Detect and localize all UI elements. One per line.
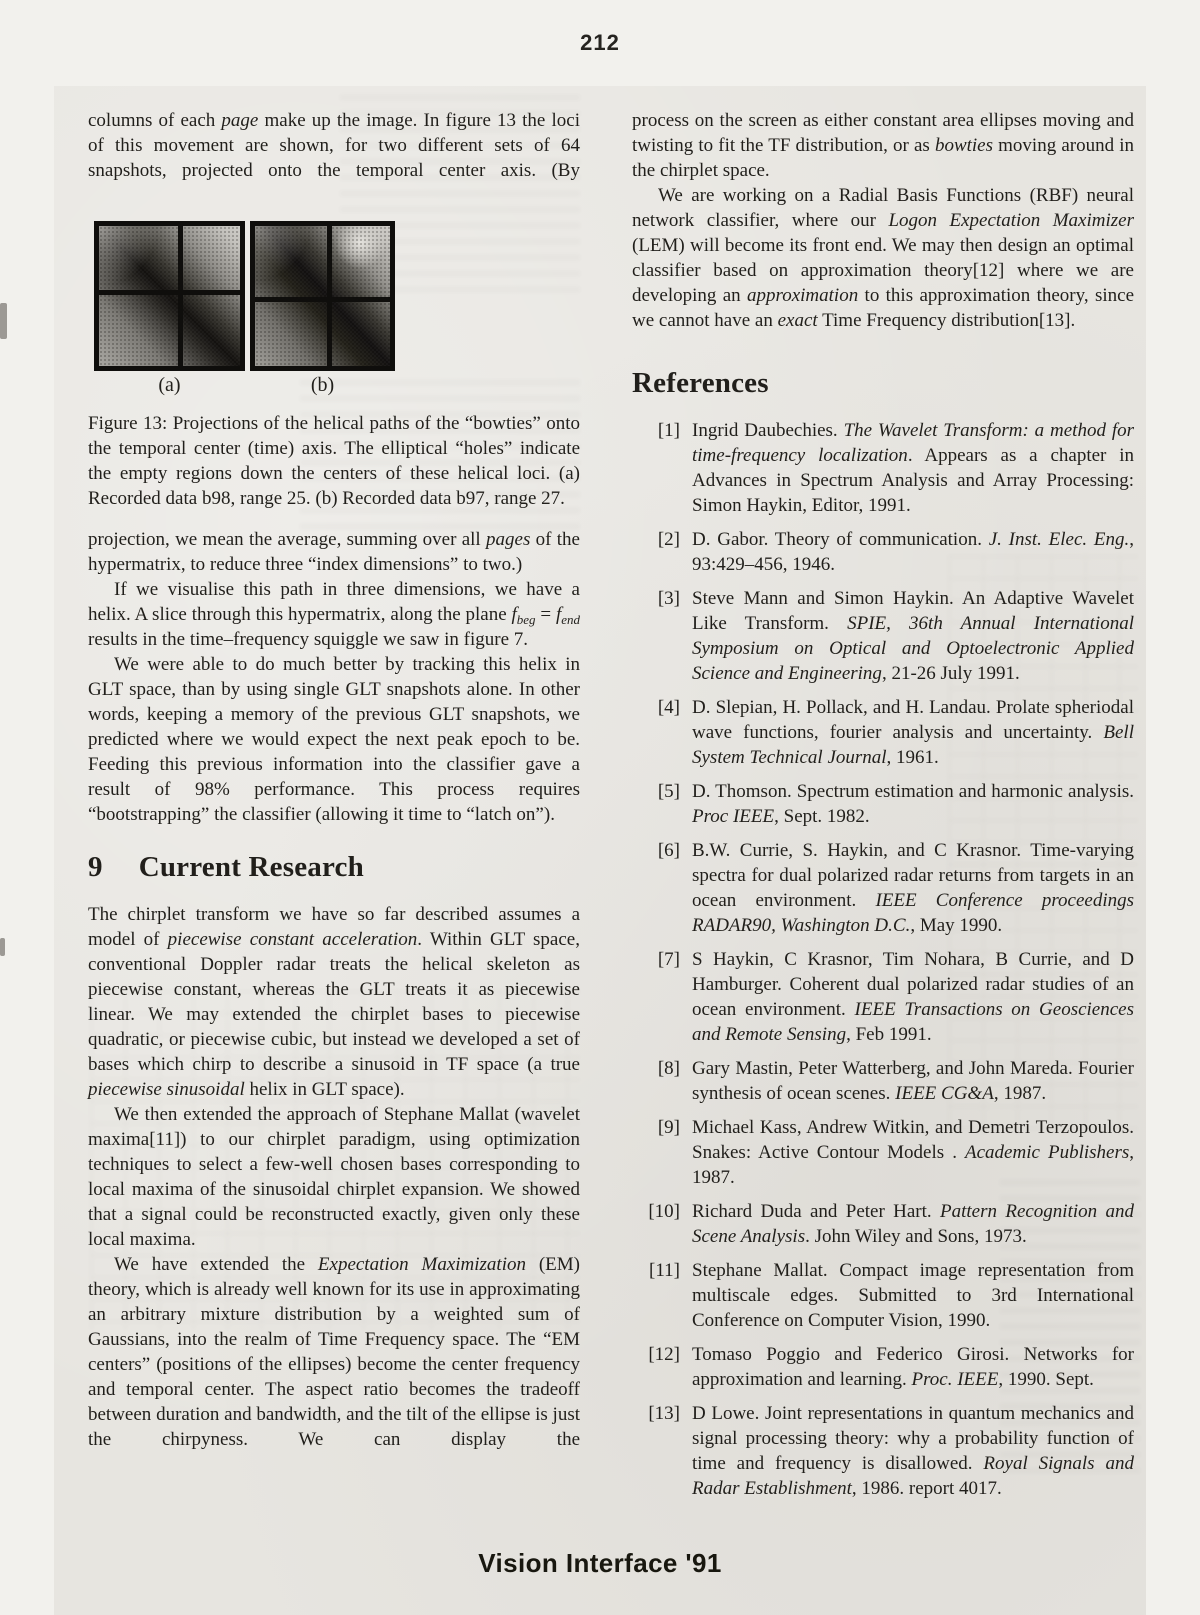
- reference-text: D. Gabor. Theory of communication. J. Inst. Elec. Eng., 93:429–456, 1946.: [692, 529, 1134, 575]
- reference-text: Richard Duda and Peter Hart. Pattern Recognition and Scene Analysis. John Wiley and Sons, 1973.: [692, 1201, 1134, 1247]
- grid-line-vertical: [327, 226, 332, 366]
- reference-item-6: [632, 838, 1134, 938]
- reference-item-4: [632, 695, 1134, 770]
- reference-text: D. Slepian, H. Pollack, and H. Landau. Prolate spheriodal wave functions, fourier analysis and uncertainty. Bell System Technical Journal, 1961.: [692, 697, 1134, 768]
- grid-line-vertical: [178, 226, 183, 366]
- research-paragraph-3: We have extended the Expectation Maximization (EM) theory, which is already well known for its use in approximating an arbitrary mixture distribution by a weighted sum of Gaussians, into the realm of Time Frequency space. The “EM centers” (positions of the ellipses) become the center frequency and temporal center. The aspect ratio becomes the tradeoff between duration and bandwidth, and the tilt of the ellipse is just the chirpyness. We can display the: [88, 1254, 581, 1450]
- halftone-texture: [255, 226, 390, 366]
- references-list: [632, 418, 1134, 1501]
- reference-text: B.W. Currie, S. Haykin, and C Krasnor. Time-varying spectra for dual polarized radar returns from targets in an ocean environment. IEEE Conference proceedings RADAR90, Washington D.C., May 1990.: [692, 840, 1134, 936]
- page-number: 212: [580, 30, 620, 55]
- reference-item-10: [632, 1199, 1134, 1249]
- formula-equals: =: [535, 604, 556, 625]
- reference-number: [5]: [657, 781, 680, 802]
- reference-text: D Lowe. Joint representations in quantum mechanics and signal processing theory: why a probability function of time and frequency is disallowed. Royal Signals and Radar Establishment, 1986. report 4017.: [692, 1403, 1134, 1499]
- rbf-paragraph: We are working on a Radial Basis Functions (RBF) neural network classifier, where our Logon Expectation Maximizer (LEM) will become its front end. We may then design an optimal classifier based on approximation theory[12] where we are developing an approximation to this approximation theory, since we cannot have an exact Time Frequency distribution[13].: [632, 185, 1134, 331]
- reference-text: Gary Mastin, Peter Watterberg, and John Mareda. Fourier synthesis of ocean scenes. IEEE CG&A, 1987.: [692, 1058, 1134, 1104]
- reference-number: [2]: [657, 529, 680, 550]
- figure-13b-image: [250, 221, 395, 371]
- reference-text: Michael Kass, Andrew Witkin, and Demetri Terzopoulos. Snakes: Active Contour Models . Academic Publishers, 1987.: [692, 1117, 1134, 1188]
- grid-line-horizontal: [99, 290, 240, 295]
- research-paragraph-2: We then extended the approach of Stephane Mallat (wavelet maxima[11]) to our chirplet paradigm, using optimization techniques to select a few-well chosen bases corresponding to local maxima of the sinusoidal chirplet expansion. We showed that a signal could be reconstructed exactly, given only these local maxima.: [88, 1104, 580, 1250]
- reference-number: [4]: [657, 697, 680, 718]
- reference-number: [13]: [648, 1403, 680, 1424]
- reference-number: [9]: [657, 1117, 680, 1138]
- scan-edge-artifact: [0, 938, 5, 956]
- reference-text: Ingrid Daubechies. The Wavelet Transform: a method for time-frequency localization. Appears as a chapter in Advances in Spectrum Analysis and Array Processing: Simon Haykin, Editor, 1991.: [692, 420, 1134, 516]
- reference-item-11: [632, 1258, 1134, 1333]
- figure-13: [94, 221, 580, 397]
- right-column: [632, 108, 1134, 1568]
- reference-item-5: [632, 779, 1134, 829]
- reference-number: [6]: [657, 840, 680, 861]
- reference-item-3: [632, 586, 1134, 686]
- reference-number: [10]: [648, 1201, 680, 1222]
- reference-number: [8]: [657, 1058, 680, 1079]
- section-number: 9: [88, 851, 103, 883]
- formula-subscript-end: end: [561, 612, 581, 627]
- formula-f-end: f: [555, 604, 562, 625]
- reference-item-8: [632, 1056, 1134, 1106]
- figure-13a-label: (a): [158, 374, 181, 396]
- grid-line-horizontal: [255, 297, 390, 302]
- figure-13a-image: [94, 221, 245, 371]
- left-column: [88, 108, 580, 1452]
- reference-text: Steve Mann and Simon Haykin. An Adaptive Wavelet Like Transform. SPIE, 36th Annual International Symposium on Optical and Optoelectronic Applied Science and Engineering, 21-26 July 1991.: [692, 588, 1134, 684]
- figure-13-caption: Figure 13: Projections of the helical paths of the “bowties” onto the temporal center (time) axis. The elliptical “holes” indicate the empty regions down the centers of these helical loci. (a) Recorded data b98, range 25. (b) Recorded data b97, range 27.: [88, 413, 580, 509]
- projection-paragraph: projection, we mean the average, summing over all pages of the hypermatrix, to reduce three “index dimensions” to two.): [88, 529, 580, 575]
- reference-item-1: [632, 418, 1134, 518]
- reference-number: [11]: [649, 1260, 680, 1281]
- reference-text: D. Thomson. Spectrum estimation and harmonic analysis. Proc IEEE, Sept. 1982.: [692, 781, 1134, 827]
- reference-number: [1]: [657, 420, 680, 441]
- formula-f-beg: f: [511, 604, 517, 625]
- reference-number: [12]: [648, 1344, 680, 1365]
- reference-item-12: [632, 1342, 1134, 1392]
- formula-subscript-beg: beg: [516, 612, 536, 627]
- reference-item-7: [632, 947, 1134, 1047]
- figure-13b-label: (b): [310, 374, 335, 396]
- helix-paragraph: If we visualise this path in three dimensions, we have a helix. A slice through this hypermatrix, along the plane $f_{beg} = f_{end}$ results in the time–frequency squiggle we saw in figure 7.: [88, 579, 581, 650]
- reference-text: Tomaso Poggio and Federico Girosi. Networks for approximation and learning. Proc. IEEE, 1990. Sept.: [692, 1344, 1134, 1390]
- section-9-heading: [88, 851, 580, 884]
- figure-sublabels: [94, 374, 580, 397]
- references-heading: References: [632, 367, 769, 399]
- scan-edge-artifact: [0, 303, 7, 339]
- halftone-texture: [99, 226, 240, 366]
- continuation-paragraph: process on the screen as either constant area ellipses moving and twisting to fit the TF distribution, or as bowties moving around in the chirplet space.: [632, 110, 1134, 181]
- figure-images-row: [94, 221, 580, 371]
- reference-text: S Haykin, C Krasnor, Tim Nohara, B Currie, and D Hamburger. Coherent dual polarized radar studies of an ocean environment. IEEE Transactions on Geosciences and Remote Sensing, Feb 1991.: [692, 949, 1134, 1045]
- research-paragraph-1: The chirplet transform we have so far described assumes a model of piecewise constant acceleration. Within GLT space, conventional Doppler radar treats the helical skeleton as piecewise constant, whereas the GLT treats it as piecewise linear. We may extended the chirplet bases to piecewise quadratic, or piecewise cubic, but instead we developed a set of bases which chirp to describe a sinusoid in TF space (a true piecewise sinusoidal helix in GLT space).: [88, 904, 580, 1100]
- reference-item-2: [632, 527, 1134, 577]
- reference-number: [3]: [657, 588, 680, 609]
- reference-item-9: [632, 1115, 1134, 1190]
- intro-paragraph: columns of each page make up the image. In figure 13 the loci of this movement are shown, for two different sets of 64 snapshots, projected onto the temporal center axis. (By: [88, 110, 580, 181]
- reference-number: [7]: [657, 949, 680, 970]
- section-title: Current Research: [138, 851, 364, 883]
- reference-item-13: [632, 1401, 1134, 1501]
- tracking-paragraph: We were able to do much better by tracking this helix in GLT space, than by using single GLT snapshots alone. In other words, keeping a memory of the previous GLT snapshots, we predicted where we would expect the next peak epoch to be. Feeding this previous information into the classifier gave a result of 98% performance. This process requires “bootstrapping” the classifier (allowing it time to “latch on”).: [88, 654, 580, 825]
- conference-footer: Vision Interface '91: [478, 1548, 722, 1578]
- reference-text: Stephane Mallat. Compact image representation from multiscale edges. Submitted to 3rd International Conference on Computer Vision, 1990.: [692, 1260, 1134, 1331]
